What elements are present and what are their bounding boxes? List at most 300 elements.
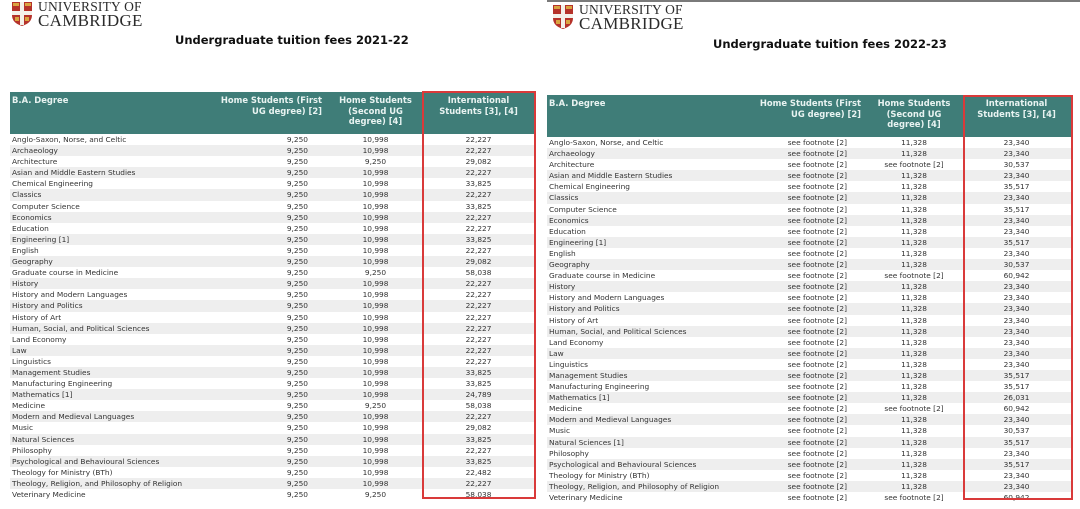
cell-home-first: 9,250 xyxy=(215,234,328,245)
cell-international: 60,942 xyxy=(1003,493,1030,502)
table-row xyxy=(547,248,1072,259)
cell-home-first: see footnote [2] xyxy=(787,382,847,392)
university-logo xyxy=(552,3,684,31)
table-row xyxy=(10,422,534,433)
cell-international: 23,340 xyxy=(1003,226,1030,236)
table-row xyxy=(547,170,1072,181)
cell-degree: Asian and Middle Eastern Studies xyxy=(547,170,747,181)
table-row xyxy=(10,334,534,345)
table-row xyxy=(10,156,534,167)
cell-home-second: 10,998 xyxy=(362,201,389,211)
cell-home-first: see footnote [2] xyxy=(787,404,847,414)
table-row xyxy=(547,348,1072,359)
cell-home-second: 11,328 xyxy=(867,148,961,159)
cell-home-second: 10,998 xyxy=(328,456,423,467)
cell-degree: Economics xyxy=(547,215,747,226)
cell-home-first: see footnote [2] xyxy=(747,192,867,203)
cell-international: 22,227 xyxy=(423,145,534,156)
table-row xyxy=(547,326,1072,337)
cell-home-second: 11,328 xyxy=(901,138,927,147)
cell-degree: Medicine xyxy=(549,404,583,414)
cell-home-first: see footnote [2] xyxy=(787,359,847,369)
cell-home-second: 11,328 xyxy=(867,237,961,248)
cell-degree: Computer Science xyxy=(549,204,617,214)
cell-international: 23,340 xyxy=(961,481,1072,492)
table-row xyxy=(10,212,534,223)
table-row xyxy=(547,425,1072,436)
cell-degree: Theology, Religion, and Philosophy of Religion xyxy=(10,478,215,489)
cell-home-first: 9,250 xyxy=(215,367,328,378)
cell-home-second: 11,328 xyxy=(867,392,961,403)
cell-degree: Human, Social, and Political Sciences xyxy=(547,326,747,337)
cell-degree: Education xyxy=(549,226,586,236)
cell-home-first: see footnote [2] xyxy=(747,215,867,226)
cell-degree: Veterinary Medicine xyxy=(12,490,86,499)
cell-home-first: 9,250 xyxy=(215,478,328,489)
cell-international: 22,227 xyxy=(423,278,534,289)
cell-international: 35,517 xyxy=(961,437,1072,448)
cell-international: 22,227 xyxy=(423,212,534,223)
cell-home-second: 9,250 xyxy=(364,490,387,499)
cell-international: 22,227 xyxy=(465,334,492,344)
cell-home-second: 11,328 xyxy=(867,170,961,181)
table-row xyxy=(547,215,1072,226)
cell-degree: Theology for Ministry (BTh) xyxy=(549,470,650,480)
table-row xyxy=(10,145,534,156)
table-row xyxy=(547,337,1072,348)
cell-home-second: 10,998 xyxy=(328,212,423,223)
cell-home-first: 9,250 xyxy=(215,323,328,334)
cell-degree: Manufacturing Engineering xyxy=(549,382,650,392)
cell-degree: History and Modern Languages xyxy=(12,290,128,300)
cell-international: 23,340 xyxy=(1003,359,1030,369)
cell-home-second: 11,328 xyxy=(867,326,961,337)
table-row xyxy=(547,470,1072,481)
cell-international: 29,082 xyxy=(423,256,534,267)
table-row xyxy=(547,448,1072,459)
logo-line2: CAMBRIDGE xyxy=(579,14,684,33)
cell-international: 35,517 xyxy=(1003,182,1030,192)
cell-home-second: 10,998 xyxy=(328,323,423,334)
cell-home-first: 9,250 xyxy=(286,157,308,167)
cell-home-second: 11,328 xyxy=(867,215,961,226)
cell-international: 23,340 xyxy=(1003,138,1030,147)
cell-degree: Linguistics xyxy=(12,356,51,366)
table-row xyxy=(10,312,534,323)
cell-international: 60,942 xyxy=(1003,404,1030,414)
cell-home-first: 9,250 xyxy=(286,268,308,278)
cell-home-second: 11,328 xyxy=(901,204,927,214)
cell-international: 22,227 xyxy=(423,323,534,334)
header-degree: B.A. Degree xyxy=(10,92,215,134)
table-row xyxy=(547,192,1072,203)
cell-degree: Psychological and Behavioural Sciences xyxy=(547,459,747,470)
cell-international: 23,340 xyxy=(1003,248,1030,258)
table-row xyxy=(547,226,1072,237)
table-row xyxy=(547,492,1072,503)
logo-line2: CAMBRIDGE xyxy=(38,11,143,30)
cell-international: 33,825 xyxy=(423,234,534,245)
cell-home-second: 10,998 xyxy=(362,179,389,189)
cell-international: 58,038 xyxy=(465,268,492,278)
table-row xyxy=(10,134,534,145)
fees-page-2022-23 xyxy=(547,0,1080,509)
cell-degree: Classics xyxy=(547,192,747,203)
cambridge-crest-icon xyxy=(552,4,574,30)
table-row xyxy=(547,315,1072,326)
cell-home-first: see footnote [2] xyxy=(747,259,867,270)
header-home-second: Home Students (Second UG degree) [4] xyxy=(328,92,423,134)
cell-degree: Natural Sciences [1] xyxy=(547,437,747,448)
cell-home-second: 10,998 xyxy=(328,145,423,156)
fees-table-2022-23 xyxy=(547,95,1072,503)
cell-home-first: 9,250 xyxy=(286,312,308,322)
cell-international: 58,038 xyxy=(465,401,492,411)
cell-home-first: 9,250 xyxy=(286,201,308,211)
logo-line1: UNIVERSITY OF xyxy=(579,2,683,17)
cell-international: 33,825 xyxy=(465,379,492,389)
cell-home-second: 11,328 xyxy=(901,359,927,369)
cell-home-first: see footnote [2] xyxy=(747,392,867,403)
table-row xyxy=(10,323,534,334)
cell-home-first: 9,250 xyxy=(286,179,308,189)
cell-international: 33,825 xyxy=(465,179,492,189)
table-row xyxy=(547,137,1072,148)
cell-degree: History xyxy=(547,281,747,292)
cell-home-first: 9,250 xyxy=(215,145,328,156)
cell-home-first: see footnote [2] xyxy=(747,303,867,314)
table-row xyxy=(10,178,534,189)
cell-home-second: see footnote [2] xyxy=(884,271,944,281)
cell-degree: Economics xyxy=(10,212,215,223)
cell-home-second: 10,998 xyxy=(362,223,389,233)
table-row xyxy=(10,456,534,467)
cell-international: 33,825 xyxy=(423,434,534,445)
cell-home-second: 10,998 xyxy=(328,278,423,289)
cell-international: 35,517 xyxy=(1003,204,1030,214)
cell-international: 22,227 xyxy=(423,167,534,178)
table-row xyxy=(547,270,1072,281)
cell-home-first: see footnote [2] xyxy=(787,470,847,480)
header-international: International Students [3], [4] xyxy=(423,92,534,134)
cell-international: 30,537 xyxy=(961,259,1072,270)
cell-home-first: 9,250 xyxy=(215,434,328,445)
cell-home-first: 9,250 xyxy=(286,245,308,255)
table-row xyxy=(547,204,1072,215)
table-row xyxy=(10,300,534,311)
table-row xyxy=(10,467,534,478)
table-header-row xyxy=(547,95,1072,137)
cell-international: 22,227 xyxy=(465,245,492,255)
table-row xyxy=(547,459,1072,470)
table-row xyxy=(547,159,1072,170)
table-row xyxy=(10,201,534,212)
cell-home-first: 9,250 xyxy=(215,212,328,223)
table-row xyxy=(10,434,534,445)
cell-degree: Management Studies xyxy=(547,370,747,381)
cell-international: 23,340 xyxy=(961,192,1072,203)
cell-home-first: 9,250 xyxy=(286,379,308,389)
cell-degree: Graduate course in Medicine xyxy=(12,268,119,278)
cell-home-first: 9,250 xyxy=(286,290,308,300)
cell-home-second: 10,998 xyxy=(362,356,389,366)
table-row xyxy=(10,223,534,234)
cell-international: 22,227 xyxy=(465,290,492,300)
cell-home-first: see footnote [2] xyxy=(747,148,867,159)
cell-degree: Land Economy xyxy=(12,334,67,344)
cell-home-first: 9,250 xyxy=(286,423,308,433)
cell-international: 29,082 xyxy=(465,157,492,167)
cell-degree: History of Art xyxy=(12,312,62,322)
cell-degree: Computer Science xyxy=(12,201,80,211)
cell-home-first: 9,250 xyxy=(215,300,328,311)
cell-home-first: see footnote [2] xyxy=(747,459,867,470)
cell-degree: English xyxy=(549,248,576,258)
cell-home-second: 10,998 xyxy=(362,379,389,389)
table-row xyxy=(547,437,1072,448)
page-title: Undergraduate tuition fees 2022-23 xyxy=(713,37,947,51)
cell-home-first: see footnote [2] xyxy=(747,348,867,359)
header-degree: B.A. Degree xyxy=(547,95,747,137)
cell-international: 35,517 xyxy=(961,370,1072,381)
cell-degree: History of Art xyxy=(549,315,599,325)
cell-international: 23,340 xyxy=(961,326,1072,337)
cell-home-second: 11,328 xyxy=(867,414,961,425)
cell-degree: Linguistics xyxy=(549,359,588,369)
cell-international: 22,482 xyxy=(465,467,492,477)
table-row xyxy=(547,414,1072,425)
cell-international: 22,227 xyxy=(423,189,534,200)
cell-home-first: see footnote [2] xyxy=(787,293,847,303)
cell-home-second: 10,998 xyxy=(328,411,423,422)
table-row xyxy=(10,345,534,356)
cell-home-second: 11,328 xyxy=(901,382,927,392)
cell-home-second: 11,328 xyxy=(901,337,927,347)
cell-home-second: 10,998 xyxy=(328,300,423,311)
cell-home-second: 10,998 xyxy=(362,290,389,300)
cell-home-second: 9,250 xyxy=(364,401,387,411)
cell-home-second: 11,328 xyxy=(901,426,927,436)
cell-home-second: 11,328 xyxy=(867,437,961,448)
cell-home-second: 11,328 xyxy=(901,226,927,236)
cell-home-first: 9,250 xyxy=(286,223,308,233)
cell-international: 33,825 xyxy=(423,456,534,467)
cell-degree: Manufacturing Engineering xyxy=(12,379,113,389)
cell-home-second: 10,998 xyxy=(362,334,389,344)
cell-international: 29,082 xyxy=(465,423,492,433)
cell-degree: Architecture xyxy=(12,157,58,167)
cell-home-first: see footnote [2] xyxy=(787,204,847,214)
table-row xyxy=(547,381,1072,392)
cell-international: 23,340 xyxy=(961,215,1072,226)
cell-home-second: 10,998 xyxy=(328,434,423,445)
cell-home-second: 10,998 xyxy=(362,423,389,433)
cell-home-second: 11,328 xyxy=(867,481,961,492)
cell-degree: Philosophy xyxy=(549,448,589,458)
cell-international: 22,227 xyxy=(465,356,492,366)
cell-home-second: 10,998 xyxy=(328,345,423,356)
cell-home-first: see footnote [2] xyxy=(787,337,847,347)
cell-home-first: 9,250 xyxy=(286,467,308,477)
page-title: Undergraduate tuition fees 2021-22 xyxy=(175,33,409,47)
cell-international: 33,825 xyxy=(465,201,492,211)
table-row xyxy=(10,256,534,267)
cell-international: 22,227 xyxy=(465,135,492,144)
table-row xyxy=(10,378,534,389)
cell-home-second: 11,328 xyxy=(901,315,927,325)
cell-home-second: 9,250 xyxy=(364,268,387,278)
cell-international: 33,825 xyxy=(423,367,534,378)
cell-degree: Human, Social, and Political Sciences xyxy=(10,323,215,334)
cell-home-second: 11,328 xyxy=(901,293,927,303)
cell-home-second: 10,998 xyxy=(328,478,423,489)
cell-home-first: 9,250 xyxy=(286,445,308,455)
cell-home-second: 11,328 xyxy=(867,192,961,203)
table-header-row xyxy=(10,92,534,134)
cell-degree: Chemical Engineering xyxy=(549,182,630,192)
header-international: International Students [3], [4] xyxy=(961,95,1072,137)
cell-international: 22,227 xyxy=(423,411,534,422)
table-row xyxy=(10,267,534,278)
cell-home-first: see footnote [2] xyxy=(787,448,847,458)
cell-international: 60,942 xyxy=(1003,271,1030,281)
cell-home-second: 10,998 xyxy=(328,234,423,245)
cell-degree: Engineering [1] xyxy=(547,237,747,248)
cell-home-second: 11,328 xyxy=(901,448,927,458)
table-row xyxy=(547,148,1072,159)
cell-home-second: 10,998 xyxy=(362,312,389,322)
cell-degree: Law xyxy=(547,348,747,359)
cell-home-second: 10,998 xyxy=(362,135,389,144)
cell-home-second: 11,328 xyxy=(867,303,961,314)
cell-international: 26,031 xyxy=(961,392,1072,403)
cell-degree: Modern and Medieval Languages xyxy=(10,411,215,422)
cell-home-first: 9,250 xyxy=(215,345,328,356)
cell-degree: Classics xyxy=(10,189,215,200)
cell-international: 22,227 xyxy=(423,345,534,356)
cell-home-first: 9,250 xyxy=(215,256,328,267)
table-row xyxy=(10,445,534,456)
table-row xyxy=(10,411,534,422)
table-row xyxy=(547,281,1072,292)
cell-home-first: see footnote [2] xyxy=(747,437,867,448)
cell-degree: History and Politics xyxy=(547,303,747,314)
cell-international: 23,340 xyxy=(961,281,1072,292)
cell-international: 23,340 xyxy=(1003,448,1030,458)
cell-degree: Graduate course in Medicine xyxy=(549,271,656,281)
cell-home-second: 10,998 xyxy=(328,389,423,400)
cell-degree: English xyxy=(12,245,39,255)
cell-home-second: 10,998 xyxy=(328,256,423,267)
cell-home-first: see footnote [2] xyxy=(787,248,847,258)
table-row xyxy=(10,245,534,256)
cell-home-first: see footnote [2] xyxy=(787,226,847,236)
cell-degree: Archaeology xyxy=(10,145,215,156)
table-row xyxy=(547,481,1072,492)
cell-international: 23,340 xyxy=(1003,315,1030,325)
cell-home-second: 10,998 xyxy=(362,245,389,255)
cell-degree: Anglo-Saxon, Norse, and Celtic xyxy=(549,138,664,147)
table-row xyxy=(10,356,534,367)
table-row xyxy=(547,303,1072,314)
cell-degree: Asian and Middle Eastern Studies xyxy=(10,167,215,178)
cell-international: 23,340 xyxy=(961,148,1072,159)
cell-international: 35,517 xyxy=(1003,382,1030,392)
cell-international: 23,340 xyxy=(961,170,1072,181)
cell-degree: History xyxy=(10,278,215,289)
cell-international: 22,227 xyxy=(465,445,492,455)
cell-home-second: 11,328 xyxy=(867,370,961,381)
cell-international: 58,038 xyxy=(465,490,492,499)
cell-home-second: 11,328 xyxy=(867,459,961,470)
cell-home-second: see footnote [2] xyxy=(884,160,944,170)
cell-international: 23,340 xyxy=(1003,337,1030,347)
cell-home-first: 9,250 xyxy=(215,456,328,467)
cell-home-first: see footnote [2] xyxy=(787,138,847,147)
cell-home-second: 11,328 xyxy=(901,248,927,258)
cell-home-second: 11,328 xyxy=(867,259,961,270)
cell-international: 24,789 xyxy=(423,389,534,400)
cell-home-second: 10,998 xyxy=(328,167,423,178)
cell-home-first: 9,250 xyxy=(215,167,328,178)
cell-degree: Architecture xyxy=(549,160,595,170)
cell-international: 23,340 xyxy=(1003,293,1030,303)
cell-home-first: see footnote [2] xyxy=(787,493,847,502)
cell-international: 22,227 xyxy=(465,223,492,233)
table-row xyxy=(10,234,534,245)
cell-degree: History and Politics xyxy=(10,300,215,311)
cell-degree: Modern and Medieval Languages xyxy=(547,414,747,425)
cell-home-first: see footnote [2] xyxy=(747,414,867,425)
cell-international: 22,227 xyxy=(465,312,492,322)
table-row xyxy=(547,259,1072,270)
table-row xyxy=(547,370,1072,381)
cell-home-first: see footnote [2] xyxy=(747,281,867,292)
cell-home-second: 11,328 xyxy=(867,348,961,359)
cell-home-second: see footnote [2] xyxy=(884,404,944,414)
table-row xyxy=(10,278,534,289)
cell-home-second: 9,250 xyxy=(364,157,387,167)
cell-degree: Archaeology xyxy=(547,148,747,159)
cell-degree: Veterinary Medicine xyxy=(549,493,623,502)
cell-home-first: 9,250 xyxy=(215,189,328,200)
cell-degree: Music xyxy=(549,426,571,436)
cell-home-second: 10,998 xyxy=(362,445,389,455)
cell-home-first: see footnote [2] xyxy=(747,370,867,381)
table-row xyxy=(547,392,1072,403)
cell-degree: Geography xyxy=(547,259,747,270)
cell-home-first: 9,250 xyxy=(215,389,328,400)
cell-international: 30,537 xyxy=(1003,426,1030,436)
cell-home-second: 10,998 xyxy=(328,189,423,200)
cell-international: 23,340 xyxy=(1003,470,1030,480)
table-row xyxy=(547,237,1072,248)
header-home-first: Home Students (First UG degree) [2] xyxy=(747,95,867,137)
cell-home-first: see footnote [2] xyxy=(787,315,847,325)
header-home-first: Home Students (First UG degree) [2] xyxy=(215,92,328,134)
cell-home-first: 9,250 xyxy=(286,135,308,144)
cell-degree: Philosophy xyxy=(12,445,52,455)
table-row xyxy=(547,403,1072,414)
table-row xyxy=(10,478,534,489)
cell-degree: Education xyxy=(12,223,49,233)
table-row xyxy=(547,359,1072,370)
cell-home-second: 10,998 xyxy=(362,467,389,477)
cell-degree: Psychological and Behavioural Sciences xyxy=(10,456,215,467)
cell-international: 23,340 xyxy=(961,348,1072,359)
cell-home-first: 9,250 xyxy=(215,278,328,289)
cell-home-first: see footnote [2] xyxy=(747,326,867,337)
